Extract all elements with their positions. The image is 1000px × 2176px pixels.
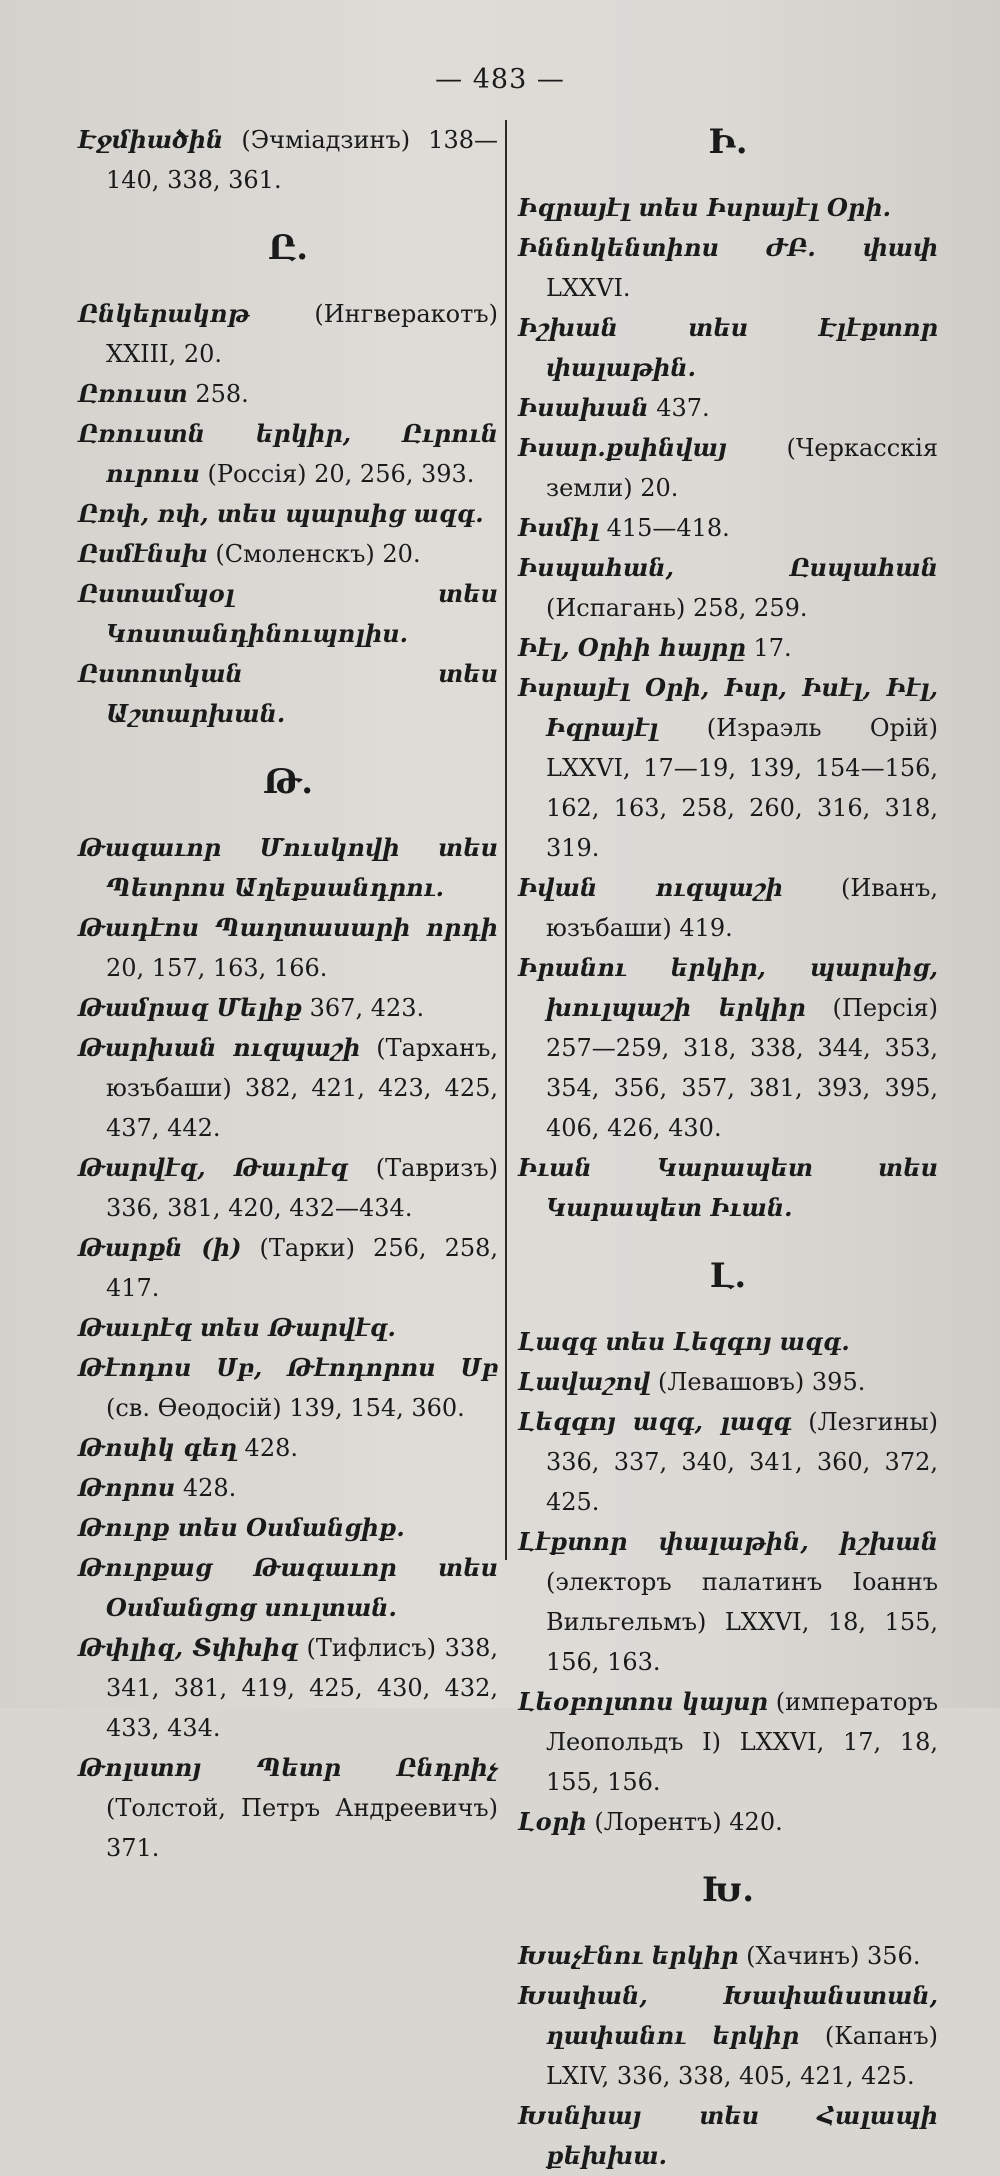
entry-headword: Թուրքաց Թագաւոր տես Օսմանցոց սուլտան. [78,1553,498,1622]
entry-text: 415—418. [598,514,730,542]
index-entry [518,1682,938,1802]
entry-headword: Իզրայէլ տես Իսրայէլ Օրի. [518,193,892,222]
entry-headword: Թագաւոր Մուսկովի տես Պետրոս Աղեքսանդրու. [78,833,498,902]
index-entry [518,948,938,1148]
entry-headword: Խափան, Խափանստան, ղափանու երկիր [518,1981,938,2050]
entry-text: (Смоленскъ) 20. [207,540,421,568]
entry-headword: Թուրք տես Օսմանցիք. [78,1513,405,1542]
index-entry [518,2096,938,2176]
index-entry [78,574,498,654]
entry-headword: Լազգ տես Լեզգոյ ազգ. [518,1327,850,1356]
entry-headword: Իվան ուզպաշի [518,873,784,902]
section-letter: Ը. [267,228,309,268]
index-entry [78,1228,498,1308]
entry-headword: Ընկերակոթ [78,299,250,328]
index-entry [518,508,938,548]
entry-headword: Իէլ, Օրիի հայրը [518,633,746,662]
entry-text: (Тавризъ) 336, 381, 420, 432—434. [106,1154,498,1222]
entry-headword: Իւան Կարապետ տես Կարապետ Իւան. [518,1153,938,1222]
left-column [78,120,498,1868]
entry-headword: Թադէոս Պաղտասարի որդի [78,913,498,942]
index-entry [518,1976,938,2096]
entry-headword: Թարքն (ի) [78,1233,242,1262]
entry-headword: Թոլստոյ Պետր Ընդրիչ [78,1753,498,1782]
index-entry [78,1628,498,1748]
index-entry [518,1802,938,1842]
index-entry [78,988,498,1028]
index-entry [78,1028,498,1148]
index-entry [78,294,498,374]
index-entry [518,548,938,628]
entry-text: (Россія) 20, 256, 393. [199,460,475,488]
entry-headword: Լէքտոր փալաթին, իշխան [518,1527,938,1556]
entry-text: 258. [187,380,249,408]
index-entry [518,1322,938,1362]
index-entry [518,628,938,668]
entry-headword: Իսպահան, Ըսպահան [518,553,938,582]
index-entry [518,1362,938,1402]
index-entry [78,494,498,534]
entry-text: 437. [648,394,710,422]
page-number: — 483 — [435,64,565,95]
entry-text: (Черкасскія земли) 20. [546,434,938,502]
index-entry [78,1468,498,1508]
entry-headword: Խաչէնու երկիր [518,1941,739,1970]
entry-headword: Իշխան տես Էլէքտոր փալաթին. [518,313,938,382]
entry-headword: Ըսմէնսխ [78,539,208,568]
entry-headword: Իսախան [518,393,649,422]
entry-headword: Թամրազ Մելիք [78,993,303,1022]
index-entry [78,1428,498,1468]
entry-headword: Իրանու երկիր, պարսից, խուլպաշի երկիր [518,953,938,1022]
column-divider [505,120,507,1560]
entry-headword: Թփլիզ, Տփխիզ [78,1633,298,1662]
index-entry [518,1936,938,1976]
entry-headword: Ըռուստն երկիր, Ըւրուն ուրուս [78,419,498,488]
entry-text: (Тифлисъ) 338, 341, 381, 419, 425, 430, 432, 433, 434. [106,1634,499,1742]
entry-text: (Тарханъ, юзъбаши) 382, 421, 423, 425, 437, 442. [106,1034,498,1142]
index-entry [78,828,498,908]
index-entry [518,668,938,868]
index-entry [518,428,938,508]
entry-headword: Իննոկենտիոս ԺԲ. փափ [518,233,938,262]
index-entry [518,308,938,388]
entry-headword: Ըստոտկան տես Աշտարխան. [78,659,498,728]
index-entry [78,1748,498,1868]
entry-text: 20, 157, 163, 166. [106,954,328,982]
entry-headword: Լավաշով [518,1367,651,1396]
index-entry [78,654,498,734]
index-entry [78,414,498,494]
entry-headword: Էջմիածին [78,125,224,154]
entry-headword: Իսրայէլ Օրի, Իսր, Իսէլ, Իէլ, Իզրայէլ [518,673,938,742]
index-entry [518,388,938,428]
section-letter: Խ. [701,1870,755,1910]
entry-text: (Лорентъ) 420. [586,1808,783,1836]
entry-headword: Թարվէզ, Թաւրէզ [78,1153,348,1182]
index-entry [78,120,498,200]
entry-headword: Թորոս [78,1473,176,1502]
entry-text: 17. [745,634,792,662]
index-entry [78,1548,498,1628]
entry-text: (электоръ палатинъ Іоаннъ Вильгельмъ) LXXVI, 18, 155, 156, 163. [546,1568,938,1676]
entry-text: 428. [236,1434,298,1462]
entry-headword: Ըռուստ [78,379,188,408]
entry-text: 428. [175,1474,237,1502]
entry-text: (Испагань) 258, 259. [546,594,808,622]
entry-headword: Թարխան ուզպաշի [78,1033,361,1062]
right-column [518,120,938,2176]
index-entry [78,908,498,988]
entry-headword: Լեօբոլտոս կայսր [518,1687,768,1716]
index-entry [518,1148,938,1228]
entry-text: (Лезгины) 336, 337, 340, 341, 360, 372, 425. [546,1408,938,1516]
entry-text: (Хачинъ) 356. [738,1942,921,1970]
entry-headword: Ըստամպօլ տես Կոստանդինուպոլիս. [78,579,498,648]
entry-headword: Թէոդոս Սբ, Թէոդորոս Սբ [78,1353,498,1382]
entry-headword: Լեզգոյ ազգ, լազգ [518,1407,792,1436]
index-entry [78,374,498,414]
entry-headword: Թաւրէզ տես Թարվէզ. [78,1313,396,1342]
entry-text: 367, 423. [302,994,425,1022]
entry-text: (Толстой, Петръ Андреевичъ) 371. [106,1794,498,1862]
entry-headword: Թոսիկ գեղ [78,1433,237,1462]
entry-headword: Իսմիլ [518,513,599,542]
entry-text: (Тарки) 256, 258, 417. [106,1234,499,1302]
section-letter: Լ. [709,1256,747,1296]
index-entry [78,1348,498,1428]
entry-headword: Խսնխայ տես Հալապի քեխխա. [518,2101,938,2170]
index-entry [518,868,938,948]
entry-text: LXXVI. [546,274,631,302]
entry-text: (Персія) 257—259, 318, 338, 344, 353, 354, 356, 357, 381, 393, 395, 406, 426, 430. [546,994,938,1142]
index-entry [78,534,498,574]
section-letter: Թ. [262,762,314,802]
entry-headword: Լօրի [518,1807,587,1836]
entry-text: (Ингверакотъ) XXIII, 20. [106,300,498,368]
entry-text: (Иванъ, юзъбаши) 419. [546,874,939,942]
entry-headword: Իսար.քսինվայ [518,433,727,462]
index-entry [78,1508,498,1548]
entry-headword: Ըռփ, ռփ, տես պարսից ազգ. [78,499,484,528]
entry-text: (Израэль Орій) LXXVI, 17—19, 139, 154—156, 162, 163, 258, 260, 316, 318, 319. [546,714,938,862]
index-entry [518,1522,938,1682]
index-entry [518,1402,938,1522]
entry-text: (Эчміадзинъ) 138—140, 338, 361. [106,126,498,194]
index-entry [518,188,938,228]
entry-text: (Левашовъ) 395. [650,1368,866,1396]
entry-text: (Капанъ) LXIV, 336, 338, 405, 421, 425. [546,2022,939,2090]
index-entry [78,1308,498,1348]
index-entry [518,228,938,308]
section-letter: Ի. [708,122,748,162]
entry-text: (императоръ Леопольдъ I) LXXVI, 17, 18, 155, 156. [546,1688,938,1796]
index-entry [78,1148,498,1228]
entry-text: (св. Өеодосій) 139, 154, 360. [106,1394,465,1422]
